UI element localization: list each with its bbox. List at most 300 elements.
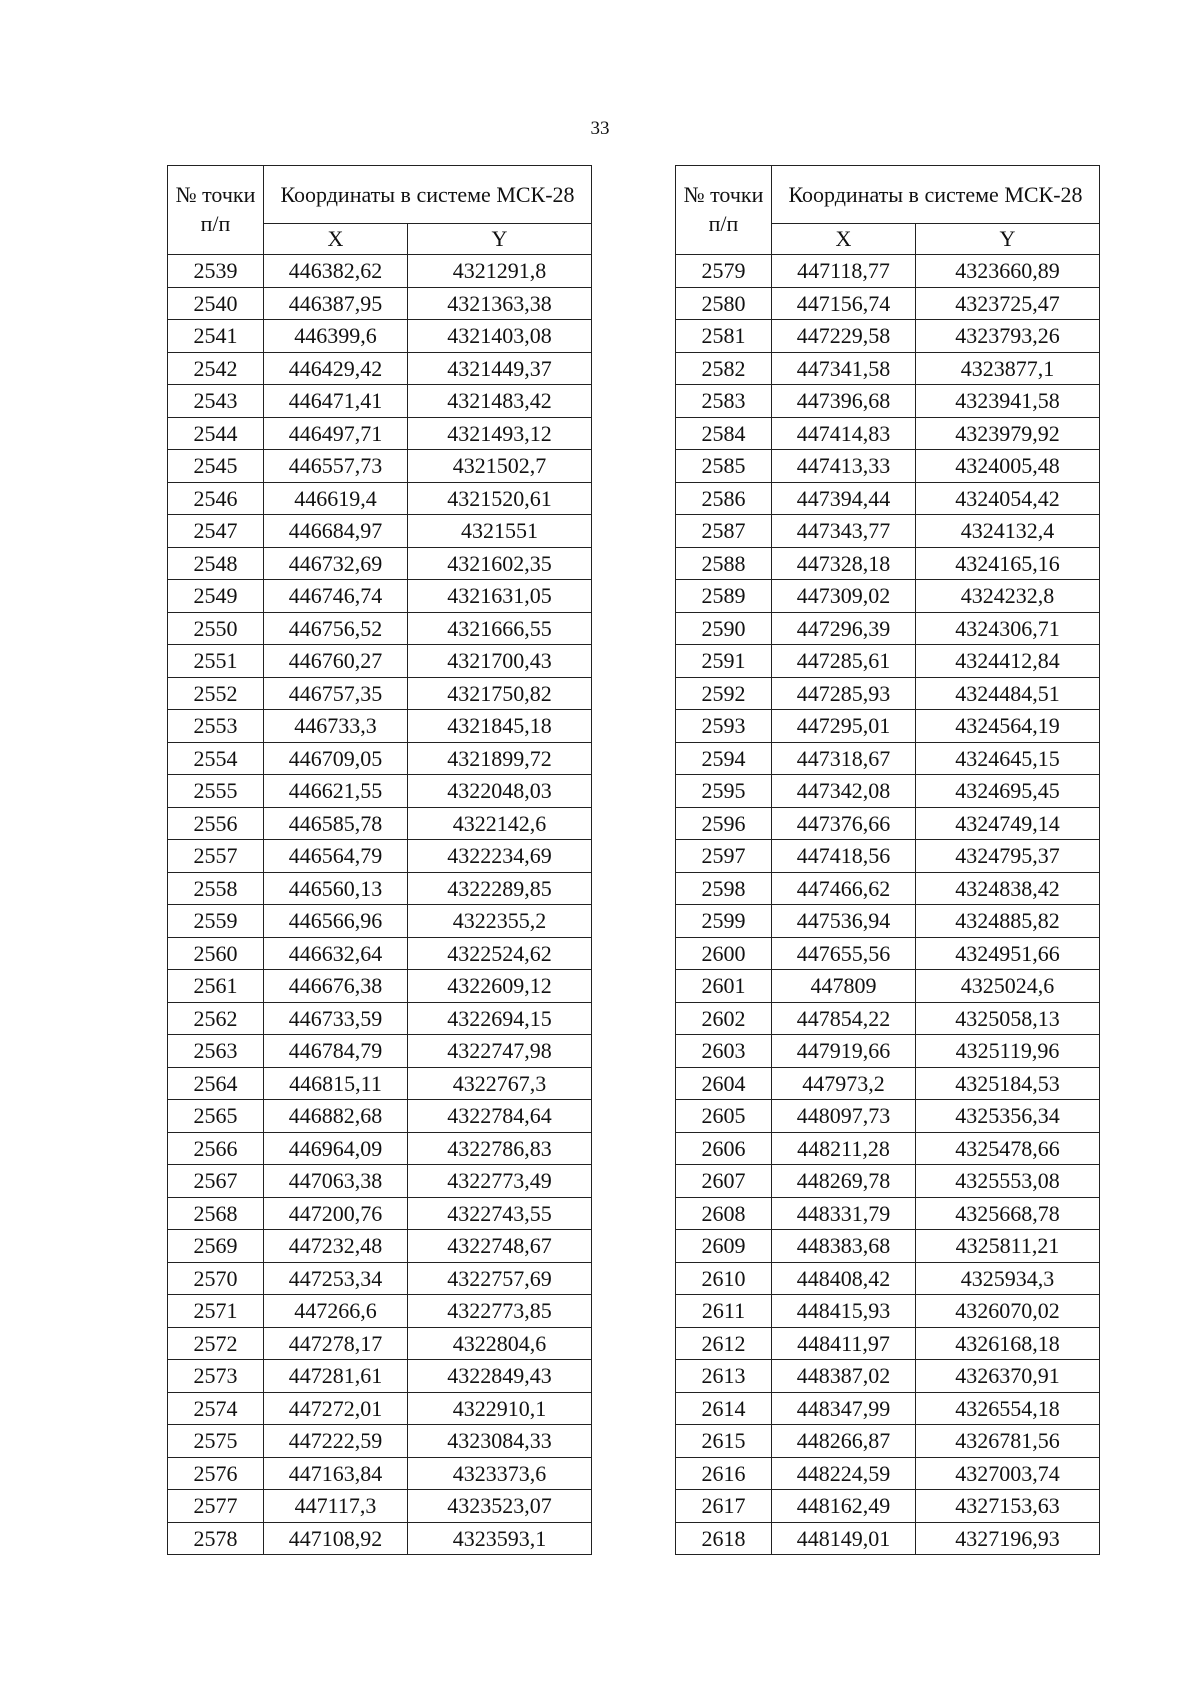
table-row — [676, 1132, 1100, 1165]
cell-y: 4322289,85 — [408, 872, 592, 905]
cell-x: 447919,66 — [772, 1035, 916, 1068]
cell-x: 447328,18 — [772, 547, 916, 580]
cell-y: 4322784,64 — [408, 1100, 592, 1133]
cell-x: 448266,87 — [772, 1425, 916, 1458]
cell-y: 4322786,83 — [408, 1132, 592, 1165]
cell-point-number: 2591 — [676, 645, 772, 678]
cell-x: 447376,66 — [772, 807, 916, 840]
cell-x: 446621,55 — [264, 775, 408, 808]
cell-x: 446557,73 — [264, 450, 408, 483]
cell-y: 4325668,78 — [916, 1197, 1100, 1230]
cell-x: 447281,61 — [264, 1360, 408, 1393]
table-row — [676, 1457, 1100, 1490]
cell-x: 447272,01 — [264, 1392, 408, 1425]
cell-y: 4322743,55 — [408, 1197, 592, 1230]
table-row — [168, 1490, 592, 1523]
cell-x: 448347,99 — [772, 1392, 916, 1425]
cell-point-number: 2573 — [168, 1360, 264, 1393]
table-row — [676, 1100, 1100, 1133]
cell-x: 446733,59 — [264, 1002, 408, 1035]
cell-y: 4323523,07 — [408, 1490, 592, 1523]
cell-point-number: 2610 — [676, 1262, 772, 1295]
table-row — [676, 1327, 1100, 1360]
table-row — [168, 352, 592, 385]
cell-y: 4325553,08 — [916, 1165, 1100, 1198]
cell-x: 447117,3 — [264, 1490, 408, 1523]
table-row — [676, 937, 1100, 970]
cell-x: 448331,79 — [772, 1197, 916, 1230]
cell-y: 4321363,38 — [408, 287, 592, 320]
table-row — [676, 1002, 1100, 1035]
table-row — [676, 1425, 1100, 1458]
table-row — [168, 1002, 592, 1035]
table-row — [676, 872, 1100, 905]
cell-y: 4325478,66 — [916, 1132, 1100, 1165]
cell-y: 4324054,42 — [916, 482, 1100, 515]
cell-y: 4324795,37 — [916, 840, 1100, 873]
cell-x: 448097,73 — [772, 1100, 916, 1133]
table-row — [168, 710, 592, 743]
cell-y: 4322757,69 — [408, 1262, 592, 1295]
cell-x: 447278,17 — [264, 1327, 408, 1360]
cell-point-number: 2556 — [168, 807, 264, 840]
cell-point-number: 2559 — [168, 905, 264, 938]
cell-point-number: 2567 — [168, 1165, 264, 1198]
cell-x: 447222,59 — [264, 1425, 408, 1458]
cell-y: 4322524,62 — [408, 937, 592, 970]
cell-y: 4322804,6 — [408, 1327, 592, 1360]
cell-y: 4324484,51 — [916, 677, 1100, 710]
cell-y: 4324885,82 — [916, 905, 1100, 938]
table-row — [676, 547, 1100, 580]
cell-x: 447418,56 — [772, 840, 916, 873]
table-row — [676, 807, 1100, 840]
cell-y: 4321750,82 — [408, 677, 592, 710]
cell-x: 446387,95 — [264, 287, 408, 320]
cell-point-number: 2558 — [168, 872, 264, 905]
cell-x: 447229,58 — [772, 320, 916, 353]
cell-y: 4325058,13 — [916, 1002, 1100, 1035]
cell-y: 4327003,74 — [916, 1457, 1100, 1490]
cell-point-number: 2551 — [168, 645, 264, 678]
cell-y: 4324838,42 — [916, 872, 1100, 905]
table-row — [168, 547, 592, 580]
cell-y: 4325119,96 — [916, 1035, 1100, 1068]
cell-point-number: 2614 — [676, 1392, 772, 1425]
cell-point-number: 2586 — [676, 482, 772, 515]
table-row — [676, 352, 1100, 385]
cell-y: 4322773,85 — [408, 1295, 592, 1328]
cell-y: 4321502,7 — [408, 450, 592, 483]
header-point-number: № точки п/п — [676, 166, 772, 255]
table-row — [168, 1327, 592, 1360]
cell-y: 4326168,18 — [916, 1327, 1100, 1360]
cell-point-number: 2540 — [168, 287, 264, 320]
cell-x: 448383,68 — [772, 1230, 916, 1263]
cell-point-number: 2568 — [168, 1197, 264, 1230]
cell-point-number: 2552 — [168, 677, 264, 710]
cell-y: 4323660,89 — [916, 255, 1100, 288]
cell-x: 448415,93 — [772, 1295, 916, 1328]
cell-point-number: 2606 — [676, 1132, 772, 1165]
cell-x: 447285,61 — [772, 645, 916, 678]
cell-y: 4322048,03 — [408, 775, 592, 808]
cell-x: 447343,77 — [772, 515, 916, 548]
cell-y: 4321666,55 — [408, 612, 592, 645]
table-row — [676, 1490, 1100, 1523]
cell-point-number: 2562 — [168, 1002, 264, 1035]
table-row — [168, 1230, 592, 1263]
cell-point-number: 2582 — [676, 352, 772, 385]
table-row — [676, 1035, 1100, 1068]
cell-y: 4322355,2 — [408, 905, 592, 938]
cell-x: 447655,56 — [772, 937, 916, 970]
header-x: X — [772, 224, 916, 255]
cell-y: 4322694,15 — [408, 1002, 592, 1035]
cell-y: 4323593,1 — [408, 1522, 592, 1555]
cell-point-number: 2585 — [676, 450, 772, 483]
table-row — [676, 612, 1100, 645]
cell-x: 447296,39 — [772, 612, 916, 645]
cell-y: 4324165,16 — [916, 547, 1100, 580]
table-body-left — [168, 255, 592, 1555]
cell-y: 4324564,19 — [916, 710, 1100, 743]
table-row — [168, 1262, 592, 1295]
cell-y: 4322767,3 — [408, 1067, 592, 1100]
table-row — [676, 1392, 1100, 1425]
table-row — [676, 320, 1100, 353]
cell-x: 448211,28 — [772, 1132, 916, 1165]
table-row — [168, 580, 592, 613]
cell-y: 4321520,61 — [408, 482, 592, 515]
table-row — [676, 840, 1100, 873]
table-row — [676, 1197, 1100, 1230]
cell-point-number: 2546 — [168, 482, 264, 515]
cell-point-number: 2578 — [168, 1522, 264, 1555]
cell-y: 4326370,91 — [916, 1360, 1100, 1393]
table-row — [676, 450, 1100, 483]
cell-x: 448149,01 — [772, 1522, 916, 1555]
cell-point-number: 2589 — [676, 580, 772, 613]
cell-y: 4324951,66 — [916, 937, 1100, 970]
cell-y: 4321700,43 — [408, 645, 592, 678]
cell-y: 4322234,69 — [408, 840, 592, 873]
cell-x: 447973,2 — [772, 1067, 916, 1100]
cell-point-number: 2599 — [676, 905, 772, 938]
table-row — [168, 1035, 592, 1068]
cell-x: 446399,6 — [264, 320, 408, 353]
cell-y: 4324232,8 — [916, 580, 1100, 613]
table-row — [676, 255, 1100, 288]
cell-y: 4323979,92 — [916, 417, 1100, 450]
cell-y: 4326781,56 — [916, 1425, 1100, 1458]
cell-point-number: 2541 — [168, 320, 264, 353]
cell-y: 4325356,34 — [916, 1100, 1100, 1133]
cell-x: 447413,33 — [772, 450, 916, 483]
cell-point-number: 2587 — [676, 515, 772, 548]
table-row — [168, 385, 592, 418]
table-row — [168, 937, 592, 970]
cell-point-number: 2549 — [168, 580, 264, 613]
cell-y: 4324749,14 — [916, 807, 1100, 840]
cell-x: 446732,69 — [264, 547, 408, 580]
cell-x: 446585,78 — [264, 807, 408, 840]
cell-x: 446619,4 — [264, 482, 408, 515]
cell-point-number: 2542 — [168, 352, 264, 385]
cell-y: 4323793,26 — [916, 320, 1100, 353]
table-row — [168, 807, 592, 840]
header-x: X — [264, 224, 408, 255]
header-coordinates: Координаты в системе МСК-28 — [772, 166, 1100, 224]
table-row — [676, 580, 1100, 613]
cell-point-number: 2609 — [676, 1230, 772, 1263]
table-row — [676, 482, 1100, 515]
table-row — [168, 905, 592, 938]
cell-y: 4325024,6 — [916, 970, 1100, 1003]
cell-y: 4321551 — [408, 515, 592, 548]
table-row — [168, 872, 592, 905]
cell-x: 447854,22 — [772, 1002, 916, 1035]
cell-y: 4324412,84 — [916, 645, 1100, 678]
cell-x: 447466,62 — [772, 872, 916, 905]
cell-x: 446676,38 — [264, 970, 408, 1003]
table-row — [676, 287, 1100, 320]
cell-point-number: 2543 — [168, 385, 264, 418]
header-y: Y — [408, 224, 592, 255]
table-row — [676, 385, 1100, 418]
table-row — [168, 1165, 592, 1198]
cell-x: 447232,48 — [264, 1230, 408, 1263]
cell-x: 446964,09 — [264, 1132, 408, 1165]
cell-y: 4322849,43 — [408, 1360, 592, 1393]
table-row — [676, 417, 1100, 450]
cell-y: 4325184,53 — [916, 1067, 1100, 1100]
table-row — [676, 970, 1100, 1003]
cell-y: 4323725,47 — [916, 287, 1100, 320]
cell-point-number: 2565 — [168, 1100, 264, 1133]
table-row — [676, 515, 1100, 548]
cell-point-number: 2570 — [168, 1262, 264, 1295]
cell-x: 448408,42 — [772, 1262, 916, 1295]
cell-point-number: 2572 — [168, 1327, 264, 1360]
cell-x: 447266,6 — [264, 1295, 408, 1328]
table-row — [676, 1262, 1100, 1295]
cell-x: 447342,08 — [772, 775, 916, 808]
cell-point-number: 2583 — [676, 385, 772, 418]
cell-y: 4323084,33 — [408, 1425, 592, 1458]
cell-y: 4327153,63 — [916, 1490, 1100, 1523]
table-row — [168, 320, 592, 353]
cell-point-number: 2544 — [168, 417, 264, 450]
cell-point-number: 2588 — [676, 547, 772, 580]
table-row — [168, 515, 592, 548]
cell-point-number: 2581 — [676, 320, 772, 353]
cell-x: 447118,77 — [772, 255, 916, 288]
table-row — [168, 1132, 592, 1165]
cell-y: 4322910,1 — [408, 1392, 592, 1425]
cell-x: 448269,78 — [772, 1165, 916, 1198]
cell-point-number: 2579 — [676, 255, 772, 288]
cell-point-number: 2557 — [168, 840, 264, 873]
cell-point-number: 2603 — [676, 1035, 772, 1068]
cell-y: 4324306,71 — [916, 612, 1100, 645]
cell-point-number: 2593 — [676, 710, 772, 743]
cell-point-number: 2608 — [676, 1197, 772, 1230]
cell-x: 446756,52 — [264, 612, 408, 645]
cell-point-number: 2547 — [168, 515, 264, 548]
cell-x: 446564,79 — [264, 840, 408, 873]
cell-y: 4321493,12 — [408, 417, 592, 450]
cell-point-number: 2574 — [168, 1392, 264, 1425]
cell-x: 447156,74 — [772, 287, 916, 320]
cell-point-number: 2617 — [676, 1490, 772, 1523]
table-row — [676, 775, 1100, 808]
cell-point-number: 2555 — [168, 775, 264, 808]
cell-x: 447396,68 — [772, 385, 916, 418]
cell-point-number: 2597 — [676, 840, 772, 873]
cell-point-number: 2577 — [168, 1490, 264, 1523]
table-row — [168, 612, 592, 645]
table-row — [168, 1067, 592, 1100]
table-row — [676, 742, 1100, 775]
cell-y: 4321483,42 — [408, 385, 592, 418]
cell-point-number: 2598 — [676, 872, 772, 905]
cell-x: 447536,94 — [772, 905, 916, 938]
table-row — [168, 1360, 592, 1393]
cell-x: 447295,01 — [772, 710, 916, 743]
table-row — [168, 287, 592, 320]
cell-y: 4321631,05 — [408, 580, 592, 613]
cell-y: 4323877,1 — [916, 352, 1100, 385]
table-row — [168, 1197, 592, 1230]
cell-y: 4324645,15 — [916, 742, 1100, 775]
cell-x: 446746,74 — [264, 580, 408, 613]
cell-x: 446815,11 — [264, 1067, 408, 1100]
cell-y: 4324005,48 — [916, 450, 1100, 483]
cell-x: 448224,59 — [772, 1457, 916, 1490]
cell-y: 4323373,6 — [408, 1457, 592, 1490]
coordinates-table-left — [167, 165, 592, 1555]
cell-point-number: 2548 — [168, 547, 264, 580]
cell-point-number: 2539 — [168, 255, 264, 288]
table-row — [168, 450, 592, 483]
cell-y: 4327196,93 — [916, 1522, 1100, 1555]
header-coordinates: Координаты в системе МСК-28 — [264, 166, 592, 224]
cell-x: 446497,71 — [264, 417, 408, 450]
cell-x: 446760,27 — [264, 645, 408, 678]
cell-y: 4321449,37 — [408, 352, 592, 385]
table-row — [168, 482, 592, 515]
cell-point-number: 2600 — [676, 937, 772, 970]
cell-point-number: 2569 — [168, 1230, 264, 1263]
cell-x: 447253,34 — [264, 1262, 408, 1295]
cell-point-number: 2601 — [676, 970, 772, 1003]
cell-point-number: 2607 — [676, 1165, 772, 1198]
cell-x: 447200,76 — [264, 1197, 408, 1230]
table-row — [168, 677, 592, 710]
cell-point-number: 2576 — [168, 1457, 264, 1490]
table-row — [168, 645, 592, 678]
table-row — [676, 1295, 1100, 1328]
cell-x: 446632,64 — [264, 937, 408, 970]
cell-y: 4321602,35 — [408, 547, 592, 580]
cell-point-number: 2553 — [168, 710, 264, 743]
table-row — [676, 1165, 1100, 1198]
cell-point-number: 2615 — [676, 1425, 772, 1458]
cell-x: 446882,68 — [264, 1100, 408, 1133]
cell-x: 446382,62 — [264, 255, 408, 288]
table-row — [676, 1230, 1100, 1263]
table-row — [676, 1067, 1100, 1100]
cell-x: 447163,84 — [264, 1457, 408, 1490]
cell-x: 448387,02 — [772, 1360, 916, 1393]
cell-point-number: 2602 — [676, 1002, 772, 1035]
cell-y: 4324695,45 — [916, 775, 1100, 808]
table-row — [676, 710, 1100, 743]
cell-x: 446560,13 — [264, 872, 408, 905]
cell-x: 446684,97 — [264, 515, 408, 548]
cell-y: 4323941,58 — [916, 385, 1100, 418]
cell-point-number: 2563 — [168, 1035, 264, 1068]
cell-y: 4322773,49 — [408, 1165, 592, 1198]
table-row — [168, 970, 592, 1003]
cell-x: 447809 — [772, 970, 916, 1003]
cell-point-number: 2561 — [168, 970, 264, 1003]
cell-x: 447063,38 — [264, 1165, 408, 1198]
cell-x: 446471,41 — [264, 385, 408, 418]
table-row — [168, 1425, 592, 1458]
table-row — [676, 905, 1100, 938]
cell-y: 4326070,02 — [916, 1295, 1100, 1328]
cell-y: 4324132,4 — [916, 515, 1100, 548]
cell-y: 4325811,21 — [916, 1230, 1100, 1263]
table-row — [168, 417, 592, 450]
cell-x: 448411,97 — [772, 1327, 916, 1360]
cell-y: 4321899,72 — [408, 742, 592, 775]
page-number: 33 — [590, 118, 610, 139]
cell-point-number: 2571 — [168, 1295, 264, 1328]
cell-point-number: 2596 — [676, 807, 772, 840]
cell-y: 4321403,08 — [408, 320, 592, 353]
cell-point-number: 2575 — [168, 1425, 264, 1458]
table-row — [168, 1295, 592, 1328]
cell-y: 4321845,18 — [408, 710, 592, 743]
header-point-number: № точки п/п — [168, 166, 264, 255]
cell-x: 446429,42 — [264, 352, 408, 385]
cell-point-number: 2566 — [168, 1132, 264, 1165]
table-body-right — [676, 255, 1100, 1555]
table-row — [168, 1457, 592, 1490]
cell-x: 446784,79 — [264, 1035, 408, 1068]
cell-y: 4325934,3 — [916, 1262, 1100, 1295]
cell-point-number: 2594 — [676, 742, 772, 775]
cell-x: 446757,35 — [264, 677, 408, 710]
cell-x: 446733,3 — [264, 710, 408, 743]
table-row — [676, 1522, 1100, 1555]
cell-x: 447309,02 — [772, 580, 916, 613]
cell-point-number: 2545 — [168, 450, 264, 483]
cell-x: 447285,93 — [772, 677, 916, 710]
cell-x: 447341,58 — [772, 352, 916, 385]
cell-point-number: 2560 — [168, 937, 264, 970]
cell-x: 448162,49 — [772, 1490, 916, 1523]
cell-point-number: 2618 — [676, 1522, 772, 1555]
table-row — [168, 742, 592, 775]
cell-point-number: 2584 — [676, 417, 772, 450]
cell-point-number: 2554 — [168, 742, 264, 775]
table-row — [168, 1522, 592, 1555]
table-row — [168, 255, 592, 288]
